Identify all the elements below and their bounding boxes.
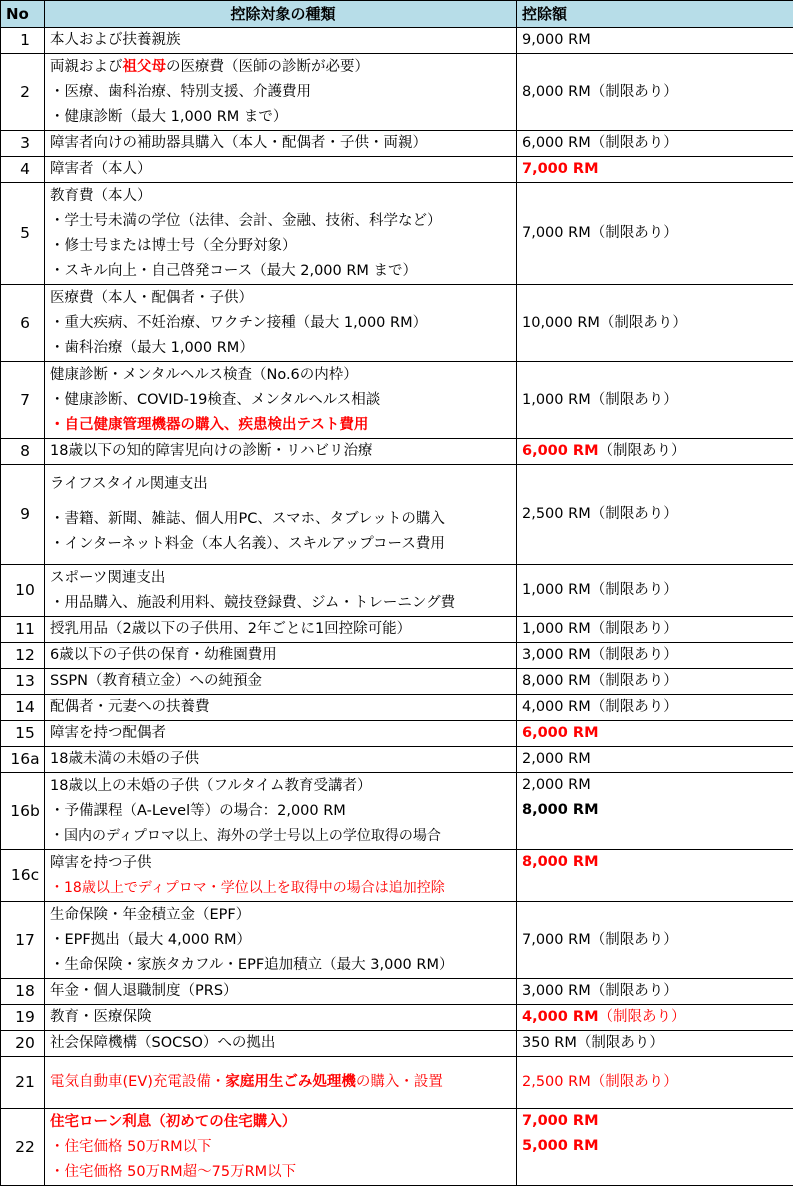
amount-value: 350 RM（制限あり） [522, 1035, 664, 1051]
header-item: 控除対象の種類 [45, 1, 517, 28]
row-item [45, 721, 517, 747]
row-item [45, 617, 517, 643]
table-header-row [1, 1, 793, 28]
row-number: 7 [1, 362, 45, 439]
row-number: 20 [1, 1031, 45, 1057]
highlight-line: ・自己健康管理機器の購入、疾患検出テスト費用 [50, 416, 369, 433]
item-line: ・歯科治療（最大 1,000 RM） [50, 339, 254, 356]
row-item [45, 439, 517, 465]
amount-value: 7,000 RM（制限あり） [522, 931, 678, 948]
item-line: ・修士号または博士号（全分野対象） [50, 237, 297, 254]
row-number: 22 [1, 1109, 45, 1186]
row-amount [517, 439, 793, 465]
row-item [45, 1057, 517, 1109]
item-line: ・健康診断（最大 1,000 RM まで） [50, 108, 288, 125]
row-amount [517, 669, 793, 695]
item-line: 社会保障機構（SOCSO）への拠出 [50, 1035, 276, 1051]
row-amount [517, 721, 793, 747]
row-number: 9 [1, 465, 45, 565]
item-line: 障害者向けの補助器具購入（本人・配偶者・子供・両親） [50, 135, 427, 151]
amount-value: 9,000 RM [522, 32, 591, 48]
highlight-amount: 6,000 RM [522, 443, 599, 459]
line-spacer [50, 497, 516, 507]
row-amount [517, 617, 793, 643]
amount-value: 7,000 RM [522, 161, 599, 177]
item-line: ・医療、歯科治療、特別支援、介護費用 [50, 83, 311, 100]
row-amount [517, 1109, 793, 1186]
table-row [1, 1109, 793, 1186]
item-line: 障害を持つ子供 [50, 854, 152, 871]
item-line: ・重大疾病、不妊治療、ワクチン接種（最大 1,000 RM） [50, 314, 428, 331]
table-row [1, 1005, 793, 1031]
row-amount [517, 131, 793, 157]
amount-value: 1,000 RM（制限あり） [522, 621, 678, 637]
row-amount [517, 695, 793, 721]
limit-note: （制限あり） [598, 443, 686, 459]
table-row [1, 439, 793, 465]
row-amount [517, 747, 793, 773]
row-item [45, 54, 517, 131]
item-line: ・書籍、新聞、雑誌、個人用PC、スマホ、タブレットの購入 [50, 511, 445, 527]
item-line: ・健康診断、COVID-19検査、メンタルヘルス相談 [50, 391, 381, 408]
row-item [45, 28, 517, 54]
row-amount [517, 565, 793, 617]
item-line: ・住宅価格 50万RM以下 [50, 1138, 212, 1155]
row-number: 16b [1, 773, 45, 850]
amount-value: 2,000 RM [522, 777, 591, 793]
table-row [1, 979, 793, 1005]
item-line: 障害者（本人） [50, 161, 152, 177]
item-line: ・スキル向上・自己啓発コース（最大 2,000 RM まで） [50, 262, 418, 279]
limit-note: （制限あり） [598, 1009, 686, 1025]
item-line: ・学士号未満の学位（法律、会計、金融、技術、科学など） [50, 212, 442, 229]
amount-value: 8,000 RM [522, 854, 599, 870]
row-item [45, 157, 517, 183]
amount-value: 2,500 RM（制限あり） [522, 1074, 678, 1090]
item-text: の医療費（医師の診断が必要） [166, 58, 369, 75]
item-line: ・インターネット料金（本人名義）、スキルアップコース費用 [50, 536, 445, 552]
item-line: 18歳以上の未婚の子供（フルタイム教育受講者） [50, 777, 372, 794]
item-line: ・EPF拠出（最大 4,000 RM） [50, 931, 252, 948]
row-number: 14 [1, 695, 45, 721]
row-item [45, 850, 517, 902]
item-line: 授乳用品（2歳以下の子供用、2年ごとに1回控除可能） [50, 621, 412, 637]
amount-value: 3,000 RM（制限あり） [522, 647, 678, 663]
row-amount [517, 183, 793, 285]
table-row [1, 643, 793, 669]
row-amount [517, 362, 793, 439]
row-number: 10 [1, 565, 45, 617]
item-line: ライフスタイル関連支出 [50, 476, 208, 492]
row-number: 6 [1, 285, 45, 362]
table-row [1, 28, 793, 54]
row-item [45, 979, 517, 1005]
item-line: ・住宅価格 50万RM超～75万RM以下 [50, 1163, 297, 1180]
row-number: 11 [1, 617, 45, 643]
table-row [1, 747, 793, 773]
table-row [1, 850, 793, 902]
amount-value [522, 439, 793, 464]
item-line: ・生命保険・家族タカフル・EPF追加積立（最大 3,000 RM） [50, 956, 454, 973]
item-line: ・予備課程（A-Level等）の場合：2,000 RM [50, 802, 346, 819]
amount-value: 10,000 RM（制限あり） [522, 314, 687, 331]
header-no: No [1, 1, 45, 28]
table-row [1, 695, 793, 721]
row-amount [517, 1031, 793, 1057]
header-amount: 控除額 [517, 1, 793, 28]
row-amount [517, 28, 793, 54]
amount-value: 1,000 RM（制限あり） [522, 391, 678, 408]
row-item [45, 1031, 517, 1057]
item-line: 障害を持つ配偶者 [50, 725, 166, 741]
table-row [1, 131, 793, 157]
amount-value [522, 1005, 793, 1030]
item-text: の購入・設置 [355, 1074, 443, 1090]
item-text: 両親および [50, 58, 123, 75]
row-number: 12 [1, 643, 45, 669]
table-row [1, 565, 793, 617]
row-item [45, 362, 517, 439]
table-row [1, 157, 793, 183]
row-number: 5 [1, 183, 45, 285]
row-amount [517, 465, 793, 565]
item-line: 住宅ローン利息（初めての住宅購入） [50, 1113, 297, 1130]
amount-value: 8,000 RM [522, 802, 599, 818]
amount-value: 5,000 RM [522, 1138, 599, 1154]
row-number: 18 [1, 979, 45, 1005]
row-number: 13 [1, 669, 45, 695]
row-item [45, 669, 517, 695]
row-item [45, 131, 517, 157]
row-number: 16c [1, 850, 45, 902]
table-row [1, 362, 793, 439]
item-line: 18歳未満の未婚の子供 [50, 751, 199, 767]
item-line: 教育費（本人） [50, 187, 152, 204]
row-item [45, 465, 517, 565]
table-row [1, 902, 793, 979]
amount-value: 8,000 RM（制限あり） [522, 673, 678, 689]
item-line: 年金・個人退職制度（PRS） [50, 983, 238, 999]
row-amount [517, 1057, 793, 1109]
row-amount [517, 643, 793, 669]
row-amount [517, 902, 793, 979]
item-line: 教育・医療保険 [50, 1009, 152, 1025]
row-amount [517, 285, 793, 362]
table-row [1, 465, 793, 565]
row-item [45, 902, 517, 979]
row-item [45, 1109, 517, 1186]
row-number: 15 [1, 721, 45, 747]
highlight-line: ・18歳以上でディプロマ・学位以上を取得中の場合は追加控除 [50, 879, 445, 896]
row-item [45, 183, 517, 285]
amount-value: 6,000 RM [522, 725, 599, 741]
row-amount [517, 54, 793, 131]
row-amount [517, 979, 793, 1005]
row-amount [517, 157, 793, 183]
row-number: 1 [1, 28, 45, 54]
table-row [1, 285, 793, 362]
item-line: スポーツ関連支出 [50, 569, 166, 586]
item-text: 電気自動車(EV)充電設備・ [50, 1074, 226, 1090]
amount-value: 7,000 RM [522, 1113, 599, 1129]
row-number: 4 [1, 157, 45, 183]
row-amount [517, 850, 793, 902]
table-row [1, 773, 793, 850]
amount-value: 2,500 RM（制限あり） [522, 506, 678, 522]
highlight-text: 祖父母 [122, 58, 166, 75]
table-row [1, 1031, 793, 1057]
item-line: ・用品購入、施設利用料、競技登録費、ジム・トレーニング費 [50, 594, 456, 611]
item-line: 医療費（本人・配偶者・子供） [50, 289, 253, 306]
table-row [1, 1057, 793, 1109]
amount-value: 4,000 RM（制限あり） [522, 699, 678, 715]
highlight-text: 家庭用生ごみ処理機 [225, 1074, 356, 1090]
row-number: 8 [1, 439, 45, 465]
item-line: ・国内のディプロマ以上、海外の学士号以上の学位取得の場合 [50, 827, 441, 844]
row-number: 3 [1, 131, 45, 157]
amount-value: 2,000 RM [522, 751, 591, 767]
row-item [45, 695, 517, 721]
row-item [45, 773, 517, 850]
item-line: SSPN（教育積立金）への純預金 [50, 673, 262, 689]
table-row [1, 183, 793, 285]
item-line: 6歳以下の子供の保育・幼稚園費用 [50, 647, 277, 663]
row-number: 2 [1, 54, 45, 131]
amount-value: 1,000 RM（制限あり） [522, 582, 678, 598]
row-item [45, 747, 517, 773]
item-line [50, 55, 516, 80]
row-number: 16a [1, 747, 45, 773]
row-item [45, 643, 517, 669]
row-amount [517, 1005, 793, 1031]
table-row [1, 617, 793, 643]
row-amount [517, 773, 793, 850]
row-item [45, 285, 517, 362]
amount-value: 8,000 RM（制限あり） [522, 83, 678, 100]
row-number: 19 [1, 1005, 45, 1031]
item-line: 健康診断・メンタルヘルス検査（No.6の内枠） [50, 366, 358, 383]
amount-value: 7,000 RM（制限あり） [522, 225, 678, 241]
item-line: 本人および扶養親族 [50, 32, 181, 48]
highlight-amount: 4,000 RM [522, 1009, 599, 1025]
item-line: 生命保険・年金積立金（EPF） [50, 906, 251, 923]
row-number: 17 [1, 902, 45, 979]
row-item [45, 1005, 517, 1031]
table-row [1, 721, 793, 747]
table-row [1, 54, 793, 131]
row-number: 21 [1, 1057, 45, 1109]
amount-value: 3,000 RM（制限あり） [522, 983, 678, 999]
item-line: 18歳以下の知的障害児向けの診断・リハビリ治療 [50, 443, 373, 459]
row-item [45, 565, 517, 617]
amount-value: 6,000 RM（制限あり） [522, 135, 678, 151]
item-line [50, 1070, 516, 1095]
item-line: 配偶者・元妻への扶養費 [50, 699, 210, 715]
table-row [1, 669, 793, 695]
